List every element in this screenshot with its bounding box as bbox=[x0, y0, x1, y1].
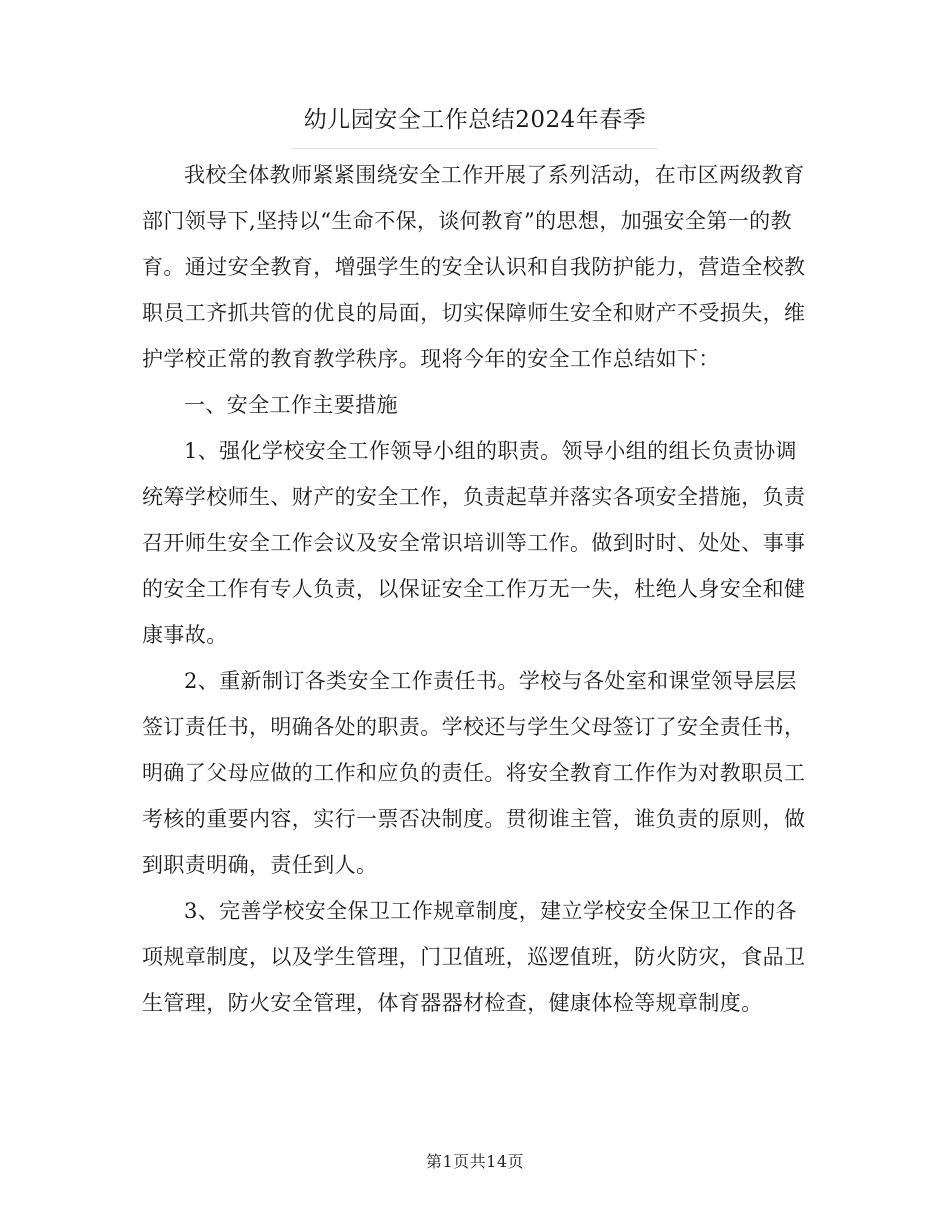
document-body bbox=[142, 152, 810, 1026]
measure-paragraph-2: 2、重新制订各类安全工作责任书。学校与各处室和课堂领导层层签订责任书，明确各处的职责。学校还与学生父母签订了安全责任书，明确了父母应做的工作和应负的责任。将安全教育工作作为对教职员工考核的重要内容，实行一票否决制度。贯彻谁主管，谁负责的原则，做到职责明确，责任到人。 bbox=[142, 669, 806, 877]
measure-paragraph-3: 3、完善学校安全保卫工作规章制度，建立学校安全保卫工作的各项规章制度，以及学生管理，门卫值班，巡逻值班，防火防灾，食品卫生管理，防火安全管理，体育器器材检查，健康体检等规章制度。 bbox=[142, 899, 806, 1015]
section-heading: 一、安全工作主要措施 bbox=[184, 393, 398, 417]
measure-paragraph-1: 1、强化学校安全工作领导小组的职责。领导小组的组长负责协调统筹学校师生、财产的安全工作，负责起草并落实各项安全措施，负责召开师生安全工作会议及安全常识培训等工作。做到时时、处处、事事的安全工作有专人负责，以保证安全工作万无一失，杜绝人身安全和健康事故。 bbox=[142, 439, 806, 647]
page-title: 幼儿园安全工作总结2024年春季 bbox=[303, 107, 647, 133]
title-block bbox=[292, 98, 658, 149]
page-number: 第1页共14页 bbox=[425, 1152, 525, 1171]
intro-paragraph: 我校全体教师紧紧围绕安全工作开展了系列活动，在市区两级教育部门领导下,坚持以“生命不保，谈何教育”的思想，加强安全第一的教育。通过安全教育，增强学生的安全认识和自我防护能力，营造全校教职员工齐抓共管的优良的局面，切实保障师生安全和财产不受损失，维护学校正常的教育教学秩序。现将今年的安全工作总结如下： bbox=[142, 163, 806, 371]
